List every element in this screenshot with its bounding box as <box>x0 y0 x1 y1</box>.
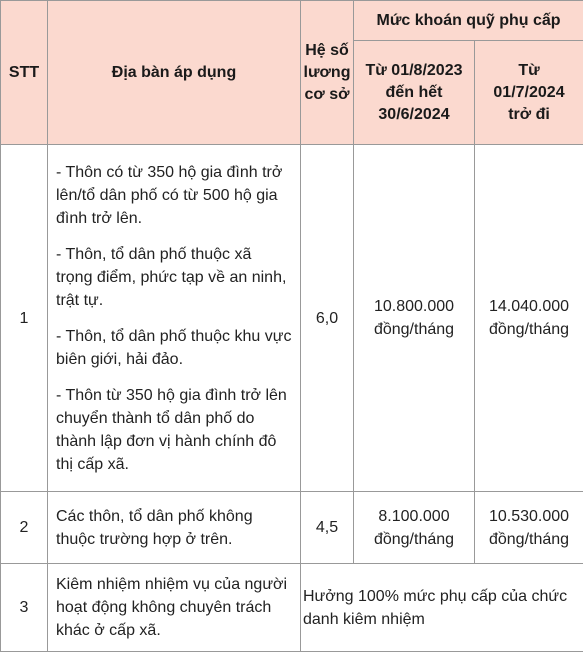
table-row <box>1 145 583 492</box>
amount-unit: đồng/tháng <box>373 530 455 548</box>
amount-unit: đồng/tháng <box>488 530 570 548</box>
header-area: Địa bàn áp dụng <box>48 1 301 145</box>
amount-value: 14.040.000 <box>488 298 570 315</box>
amount-value: 10.800.000 <box>373 298 455 315</box>
header-period-1 <box>354 41 475 145</box>
row-coefficient: 6,0 <box>301 145 354 492</box>
header-period1-line: 30/6/2024 <box>378 105 450 123</box>
area-item: Kiêm nhiệm nhiệm vụ của người hoạt động không chuyên trách khác ở cấp xã. <box>56 576 288 639</box>
row-stt: 3 <box>1 564 48 652</box>
header-period-2 <box>475 41 583 145</box>
table-row <box>1 492 583 564</box>
row-stt: 1 <box>1 145 48 492</box>
header-period1-line: Từ 01/8/2023 <box>365 61 463 79</box>
header-period1-line: đến hết <box>385 83 443 101</box>
header-coefficient <box>301 1 354 145</box>
amount-value: 8.100.000 <box>378 507 450 525</box>
table-row <box>1 564 583 652</box>
row-area <box>48 492 301 564</box>
header-period2-line: Từ <box>518 61 540 79</box>
row-stt: 2 <box>1 492 48 564</box>
row-period1-amount <box>354 492 475 564</box>
row-period2-amount <box>475 492 583 564</box>
row-period2-amount <box>475 145 583 492</box>
area-item: - Thôn, tổ dân phố thuộc khu vực biên giới, hải đảo. <box>56 327 292 368</box>
amount-unit: đồng/tháng <box>488 321 570 338</box>
header-coef-line: cơ sở <box>304 85 350 103</box>
row-area <box>48 564 301 652</box>
header-period2-line: trở đi <box>508 105 550 123</box>
area-item: - Thôn, tổ dân phố thuộc xã trọng điểm, phức tạp về an ninh, trật tự. <box>56 245 287 309</box>
header-period2-line: 01/7/2024 <box>493 83 565 101</box>
row-coefficient: 4,5 <box>301 492 354 564</box>
header-stt: STT <box>1 1 48 145</box>
area-item: - Thôn có từ 350 hộ gia đình trở lên/tổ dân phố có từ 500 hộ gia đình trở lên. <box>56 163 283 227</box>
area-item: - Thôn từ 350 hộ gia đình trở lên chuyển thành tổ dân phố do thành lập đơn vị hành chính đô thị cấp xã. <box>56 386 287 473</box>
row-area <box>48 145 301 492</box>
row-period1-amount <box>354 145 475 492</box>
header-allowance-group: Mức khoán quỹ phụ cấp <box>354 1 583 41</box>
area-item: Các thôn, tổ dân phố không thuộc trường hợp ở trên. <box>56 507 253 548</box>
amount-unit: đồng/tháng <box>373 321 455 338</box>
header-coef-line: lương <box>303 63 351 81</box>
row-merged-note: Hưởng 100% mức phụ cấp của chức danh kiêm nhiệm <box>301 564 583 652</box>
header-coef-line: Hệ số <box>305 41 349 59</box>
amount-value: 10.530.000 <box>488 507 570 525</box>
